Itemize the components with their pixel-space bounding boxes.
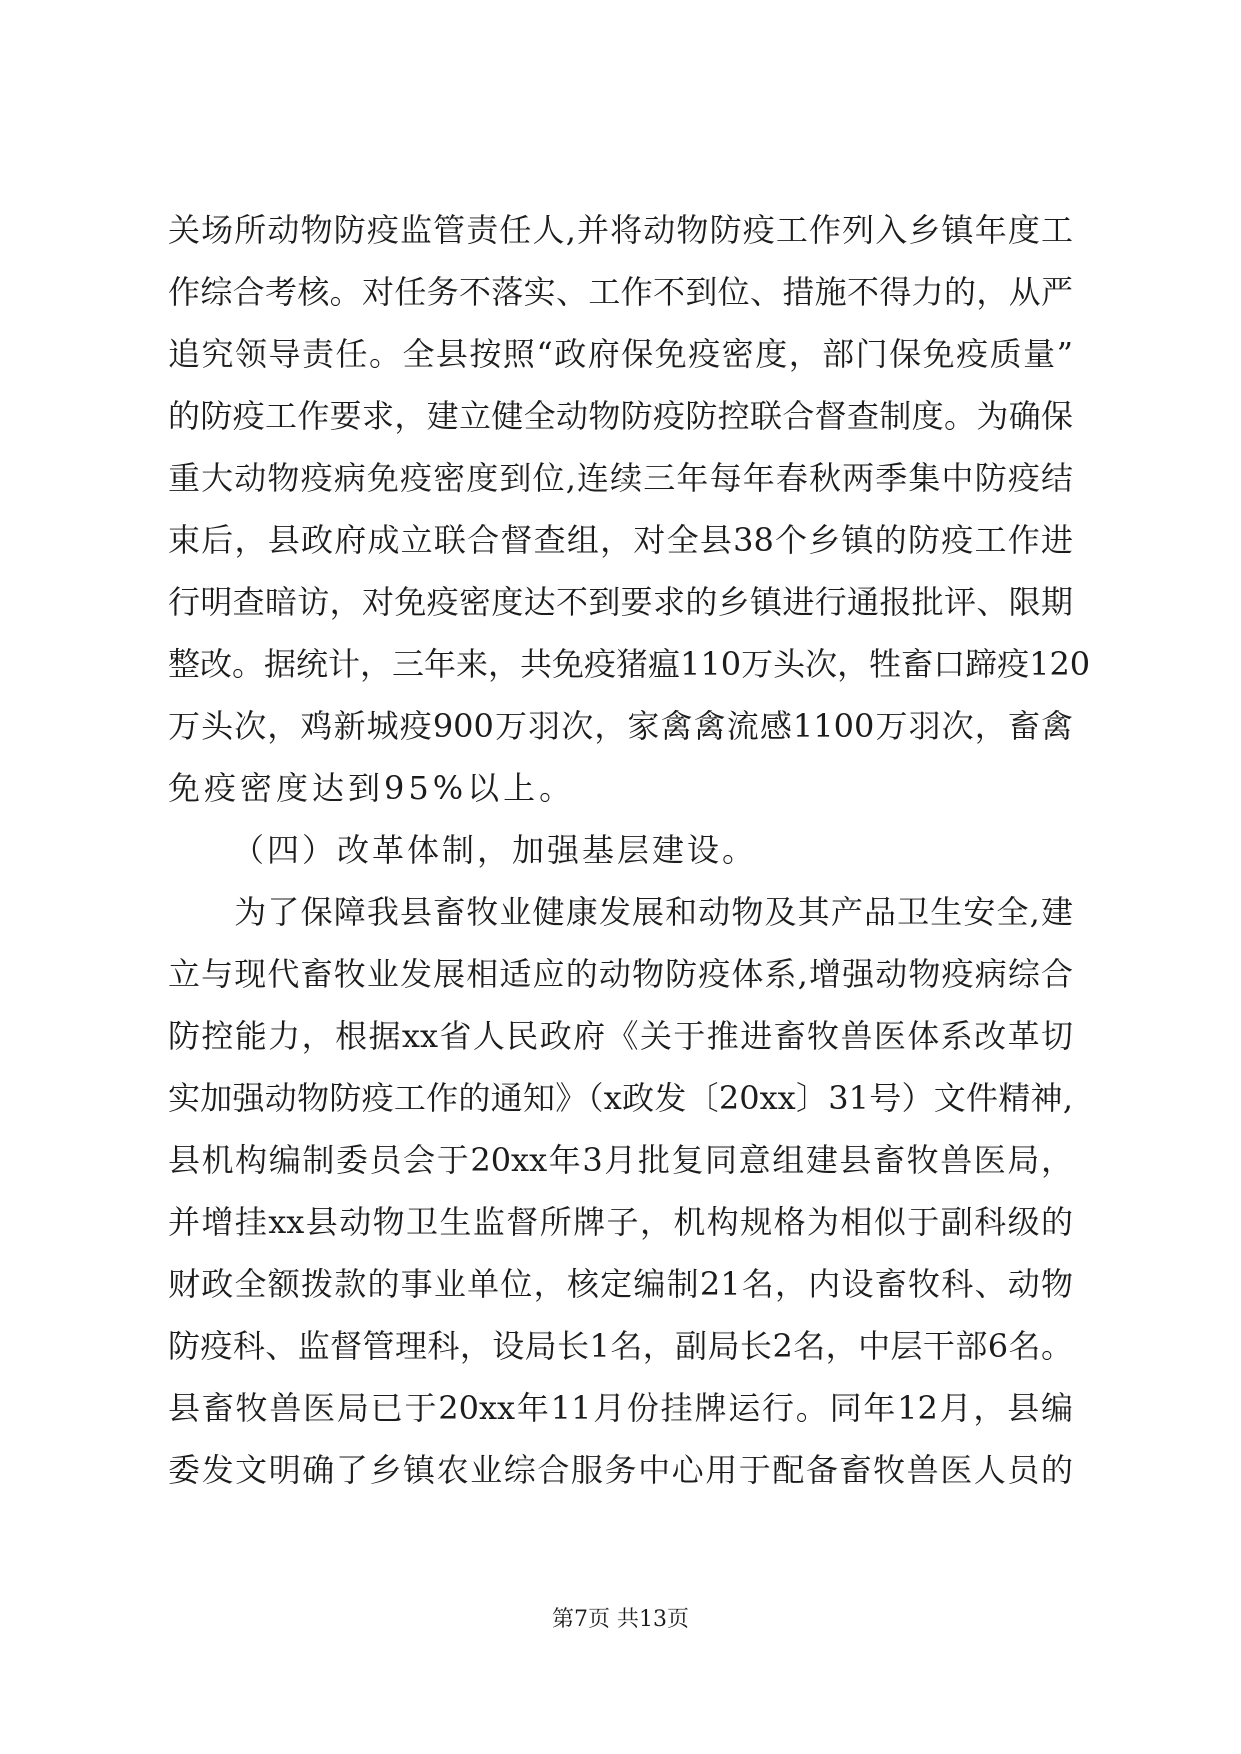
paragraph-line: 委发文明确了乡镇农业综合服务中心用于配备畜牧兽医人员的 — [168, 1451, 1073, 1489]
paragraph-line: 立与现代畜牧业发展相适应的动物防疫体系,增强动物疫病综合 — [168, 955, 1073, 993]
paragraph-line: 作综合考核。对任务不落实、工作不到位、措施不得力的，从严 — [168, 273, 1073, 311]
paragraph-line: 实加强动物防疫工作的通知》（x政发〔20xx〕31号）文件精神, — [168, 1079, 1073, 1117]
page-number-footer: 第7页 共13页 — [552, 1607, 689, 1632]
paragraph-line: 重大动物疫病免疫密度到位,连续三年每年春秋两季集中防疫结 — [168, 459, 1073, 497]
paragraph-line: 为了保障我县畜牧业健康发展和动物及其产品卫生安全,建 — [168, 893, 1073, 931]
paragraph-line: 万头次，鸡新城疫900万羽次，家禽禽流感1100万羽次，畜禽 — [168, 707, 1073, 745]
paragraph-line: 县机构编制委员会于20xx年3月批复同意组建县畜牧兽医局， — [168, 1141, 1073, 1179]
paragraph-line: 关场所动物防疫监管责任人,并将动物防疫工作列入乡镇年度工 — [168, 211, 1073, 249]
paragraph-line: 束后，县政府成立联合督查组，对全县38个乡镇的防疫工作进 — [168, 521, 1073, 559]
paragraph-line: 县畜牧兽医局已于20xx年11月份挂牌运行。同年12月，县编 — [168, 1389, 1073, 1427]
paragraph-line: 并增挂xx县动物卫生监督所牌子，机构规格为相似于副科级的 — [168, 1203, 1073, 1241]
paragraph-line: 防控能力，根据xx省人民政府《关于推进畜牧兽医体系改革切 — [168, 1017, 1073, 1055]
paragraph-line: 防疫科、监督管理科，设局长1名，副局长2名，中层干部6名。 — [168, 1327, 1073, 1365]
section-heading: （四）改革体制，加强基层建设。 — [232, 831, 758, 869]
paragraph-1 — [168, 199, 1091, 819]
section-heading-block — [168, 819, 1073, 881]
paragraph-2 — [168, 881, 1073, 1501]
paragraph-line: 财政全额拨款的事业单位，核定编制21名，内设畜牧科、动物 — [168, 1265, 1073, 1303]
paragraph-line: 免疫密度达到95%以上。 — [168, 769, 576, 807]
paragraph-line: 行明查暗访，对免疫密度达不到要求的乡镇进行通报批评、限期 — [168, 583, 1073, 621]
paragraph-line: 的防疫工作要求，建立健全动物防疫防控联合督查制度。为确保 — [168, 397, 1073, 435]
paragraph-line: 整改。据统计，三年来，共免疫猪瘟110万头次，牲畜口蹄疫120 — [168, 645, 1091, 683]
paragraph-line: 追究领导责任。全县按照“政府保免疫密度，部门保免疫质量” — [168, 335, 1073, 373]
